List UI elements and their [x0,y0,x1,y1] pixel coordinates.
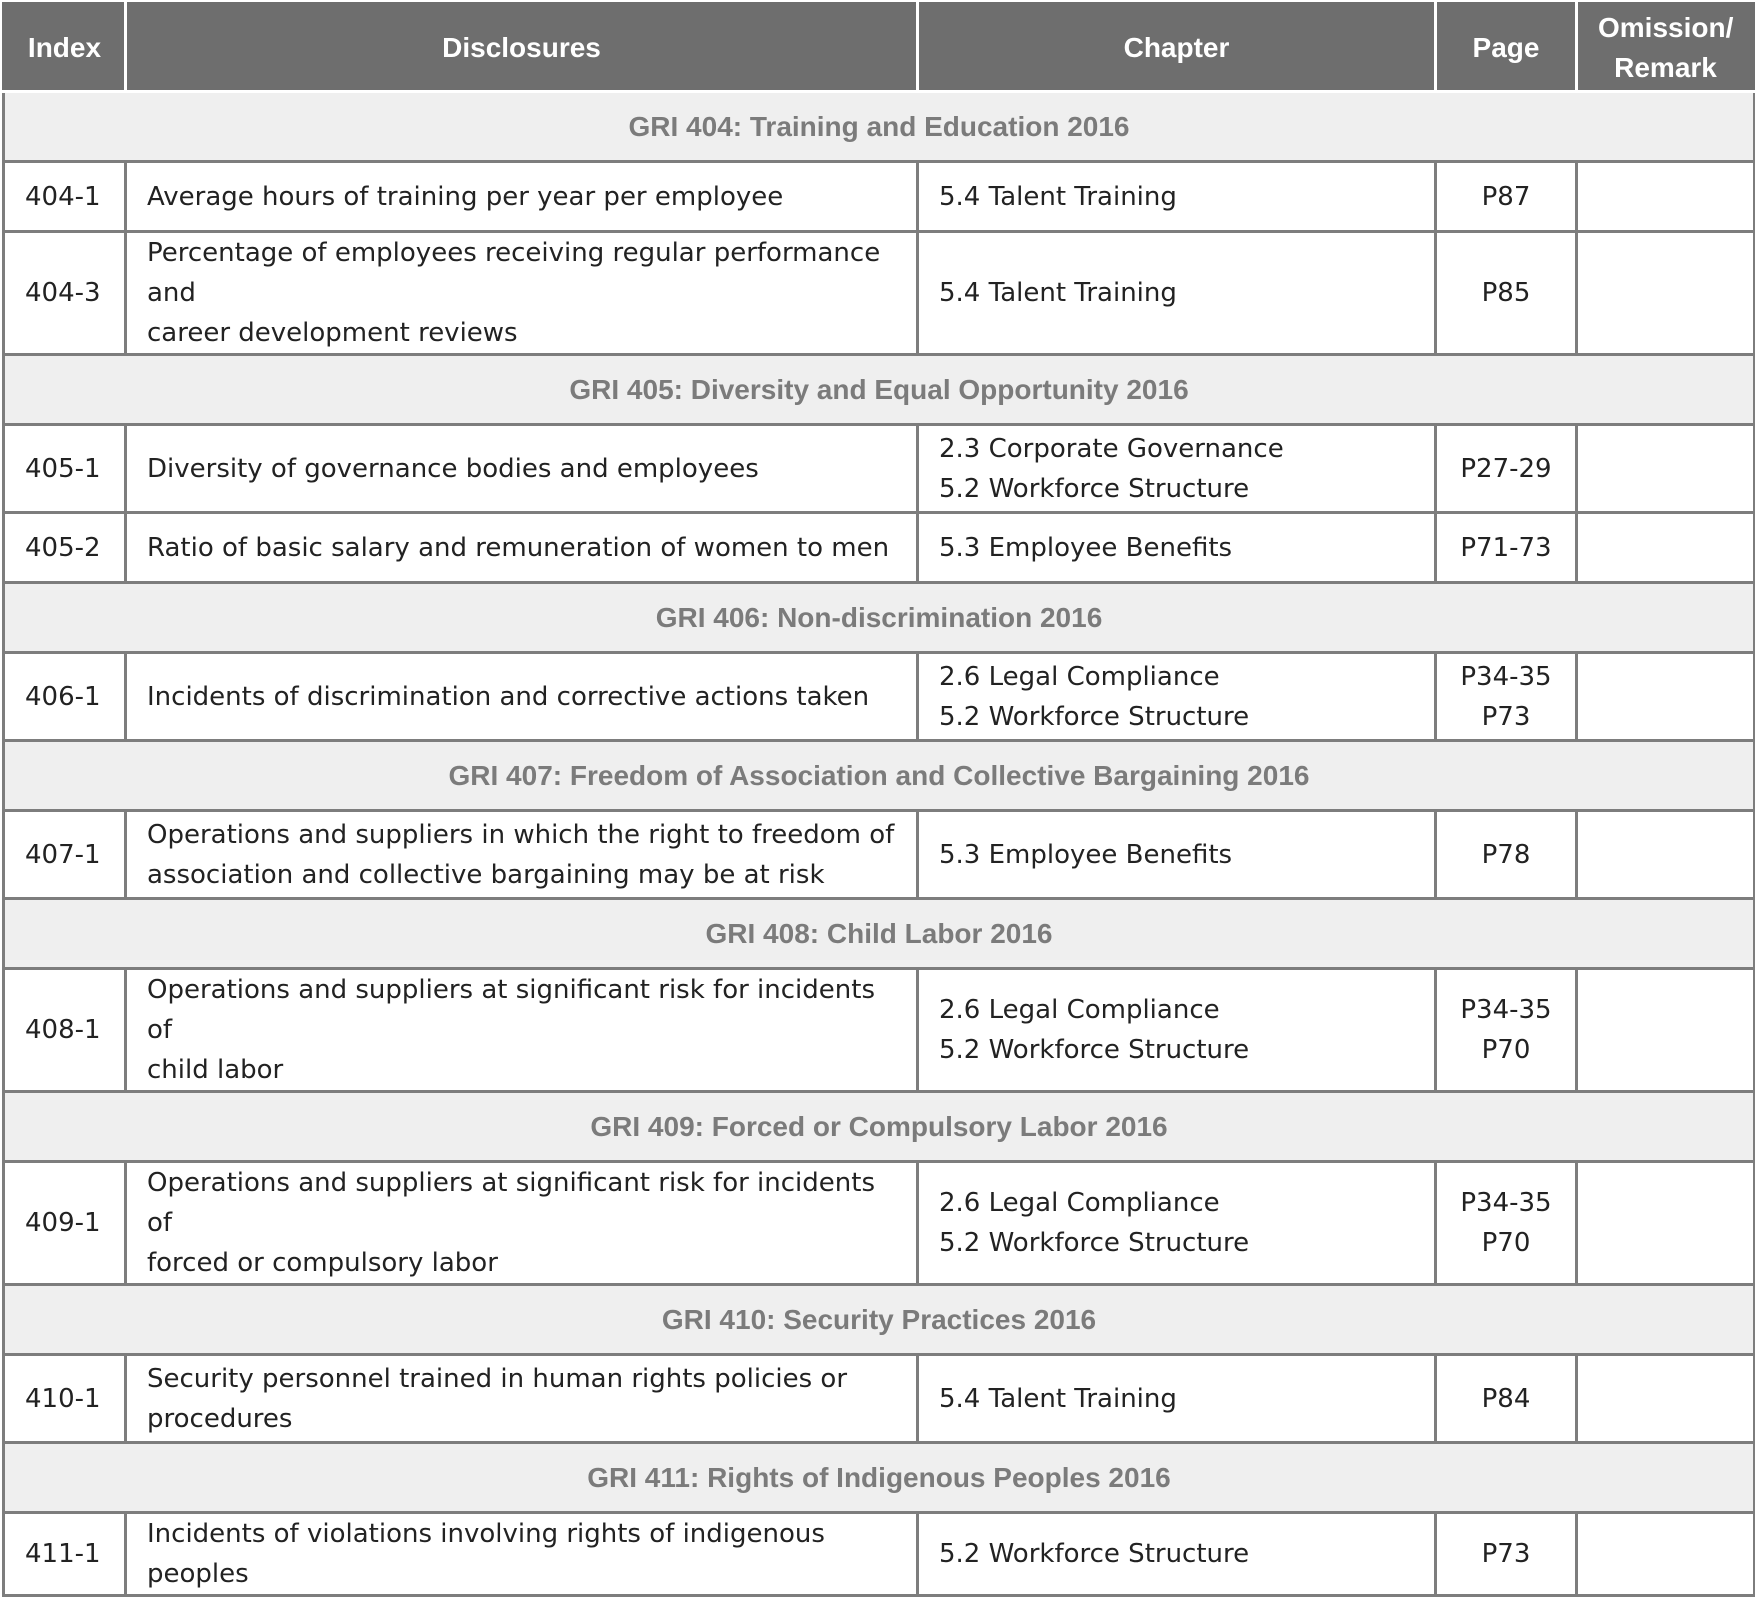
table-row [4,653,1755,741]
chapter-cell [918,969,1436,1092]
gri-index-table-wrapper [2,2,1753,1597]
remark-cell [1577,653,1755,741]
section-row [4,1092,1755,1162]
section-title: GRI 411: Rights of Indigenous Peoples 2016 [4,1443,1755,1513]
index-cell: 409-1 [4,1162,126,1285]
disclosure-cell [126,811,918,899]
disclosure-line: association and collective bargaining may be at risk [147,859,825,890]
chapter-line: 2.6 Legal Compliance [939,1188,1220,1218]
table-row [4,1162,1755,1285]
chapter-line: 2.6 Legal Compliance [939,995,1220,1025]
disclosure-line: Incidents of discrimination and corrective actions taken [147,681,870,712]
chapter-cell [918,232,1436,355]
remark-cell [1577,162,1755,232]
section-row [4,583,1755,653]
page-line: P70 [1481,1228,1531,1258]
section-row [4,1443,1755,1513]
page-cell [1436,969,1577,1092]
header-index: Index [4,4,126,92]
index-cell: 404-3 [4,232,126,355]
chapter-line: 5.2 Workforce Structure [939,1539,1250,1569]
disclosure-cell [126,162,918,232]
table-row [4,969,1755,1092]
section-row [4,92,1755,162]
header-page: Page [1436,4,1577,92]
section-row [4,355,1755,425]
disclosure-line: Operations and suppliers in which the right to freedom of [147,819,895,850]
page-cell [1436,513,1577,583]
remark-cell [1577,232,1755,355]
page-cell [1436,162,1577,232]
chapter-cell [918,1162,1436,1285]
page-line: P70 [1481,1035,1531,1065]
remark-cell [1577,425,1755,513]
table-row [4,1513,1755,1596]
disclosure-line: forced or compulsory labor [147,1248,498,1278]
disclosure-cell [126,425,918,513]
disclosure-cell [126,1162,918,1285]
disclosure-line: Operations and suppliers at significant risk for incidents of [147,1168,875,1238]
section-title: GRI 410: Security Practices 2016 [4,1285,1755,1355]
disclosure-cell [126,232,918,355]
section-title: GRI 404: Training and Education 2016 [4,92,1755,162]
page-cell [1436,1355,1577,1443]
chapter-line: 5.4 Talent Training [939,181,1177,212]
disclosure-line: Incidents of violations involving rights of indigenous peoples [147,1519,825,1589]
disclosure-line: Ratio of basic salary and remuneration of women to men [147,532,890,563]
chapter-line: 5.2 Workforce Structure [939,473,1250,504]
section-title: GRI 408: Child Labor 2016 [4,899,1755,969]
section-row [4,899,1755,969]
table-header-row [4,4,1755,92]
disclosure-cell [126,969,918,1092]
index-cell: 411-1 [4,1513,126,1596]
chapter-line: 2.3 Corporate Governance [939,433,1284,464]
chapter-cell [918,1355,1436,1443]
section-row [4,741,1755,811]
chapter-cell [918,653,1436,741]
index-cell: 407-1 [4,811,126,899]
disclosure-line: career development reviews [147,318,518,348]
index-cell: 405-2 [4,513,126,583]
page-line: P85 [1481,278,1531,308]
disclosure-line: Percentage of employees receiving regular performance and [147,238,881,308]
chapter-line: 2.6 Legal Compliance [939,661,1220,692]
chapter-line: 5.2 Workforce Structure [939,1228,1250,1258]
index-cell: 406-1 [4,653,126,741]
page-line: P73 [1481,1539,1531,1569]
table-row [4,232,1755,355]
chapter-cell [918,513,1436,583]
chapter-cell [918,811,1436,899]
page-line: P34-35 [1460,661,1552,692]
index-cell: 408-1 [4,969,126,1092]
page-cell [1436,1513,1577,1596]
page-line: P34-35 [1460,1188,1552,1218]
page-cell [1436,811,1577,899]
disclosure-line: procedures [147,1403,293,1434]
table-row [4,425,1755,513]
disclosure-line: Diversity of governance bodies and employees [147,453,759,484]
header-remark-line2: Remark [1614,51,1717,83]
remark-cell [1577,1355,1755,1443]
page-line: P27-29 [1460,453,1552,484]
disclosure-cell [126,653,918,741]
table-body [4,92,1755,1596]
section-title: GRI 406: Non-discrimination 2016 [4,583,1755,653]
disclosure-cell [126,1355,918,1443]
chapter-line: 5.2 Workforce Structure [939,701,1250,732]
page-line: P73 [1481,701,1531,732]
index-cell: 404-1 [4,162,126,232]
page-cell [1436,425,1577,513]
section-title: GRI 409: Forced or Compulsory Labor 2016 [4,1092,1755,1162]
page-line: P34-35 [1460,995,1552,1025]
disclosure-cell [126,513,918,583]
table-row [4,1355,1755,1443]
table-row [4,513,1755,583]
table-row [4,162,1755,232]
chapter-line: 5.2 Workforce Structure [939,1035,1250,1065]
header-remark [1577,4,1755,92]
page-cell [1436,653,1577,741]
disclosure-line: Security personnel trained in human rights policies or [147,1363,848,1394]
chapter-line: 5.3 Employee Benefits [939,532,1233,563]
page-cell [1436,232,1577,355]
header-disclosures: Disclosures [126,4,918,92]
remark-cell [1577,811,1755,899]
remark-cell [1577,513,1755,583]
section-title: GRI 407: Freedom of Association and Collective Bargaining 2016 [4,741,1755,811]
section-title: GRI 405: Diversity and Equal Opportunity 2016 [4,355,1755,425]
index-cell: 405-1 [4,425,126,513]
section-row [4,1285,1755,1355]
disclosure-line: child labor [147,1055,284,1085]
page-line: P71-73 [1460,532,1552,563]
remark-cell [1577,1513,1755,1596]
chapter-cell [918,162,1436,232]
chapter-line: 5.4 Talent Training [939,278,1177,308]
table-row [4,811,1755,899]
header-chapter: Chapter [918,4,1436,92]
chapter-cell [918,1513,1436,1596]
gri-index-table [2,2,1755,1597]
chapter-line: 5.3 Employee Benefits [939,839,1233,870]
chapter-line: 5.4 Talent Training [939,1383,1177,1414]
disclosure-cell [126,1513,918,1596]
page-line: P78 [1481,839,1531,870]
header-remark-line1: Omission/ [1598,11,1734,43]
disclosure-line: Average hours of training per year per employee [147,181,784,212]
page-line: P84 [1481,1383,1531,1414]
page-line: P87 [1481,181,1531,212]
page-cell [1436,1162,1577,1285]
index-cell: 410-1 [4,1355,126,1443]
remark-cell [1577,969,1755,1092]
remark-cell [1577,1162,1755,1285]
chapter-cell [918,425,1436,513]
disclosure-line: Operations and suppliers at significant risk for incidents of [147,975,875,1045]
